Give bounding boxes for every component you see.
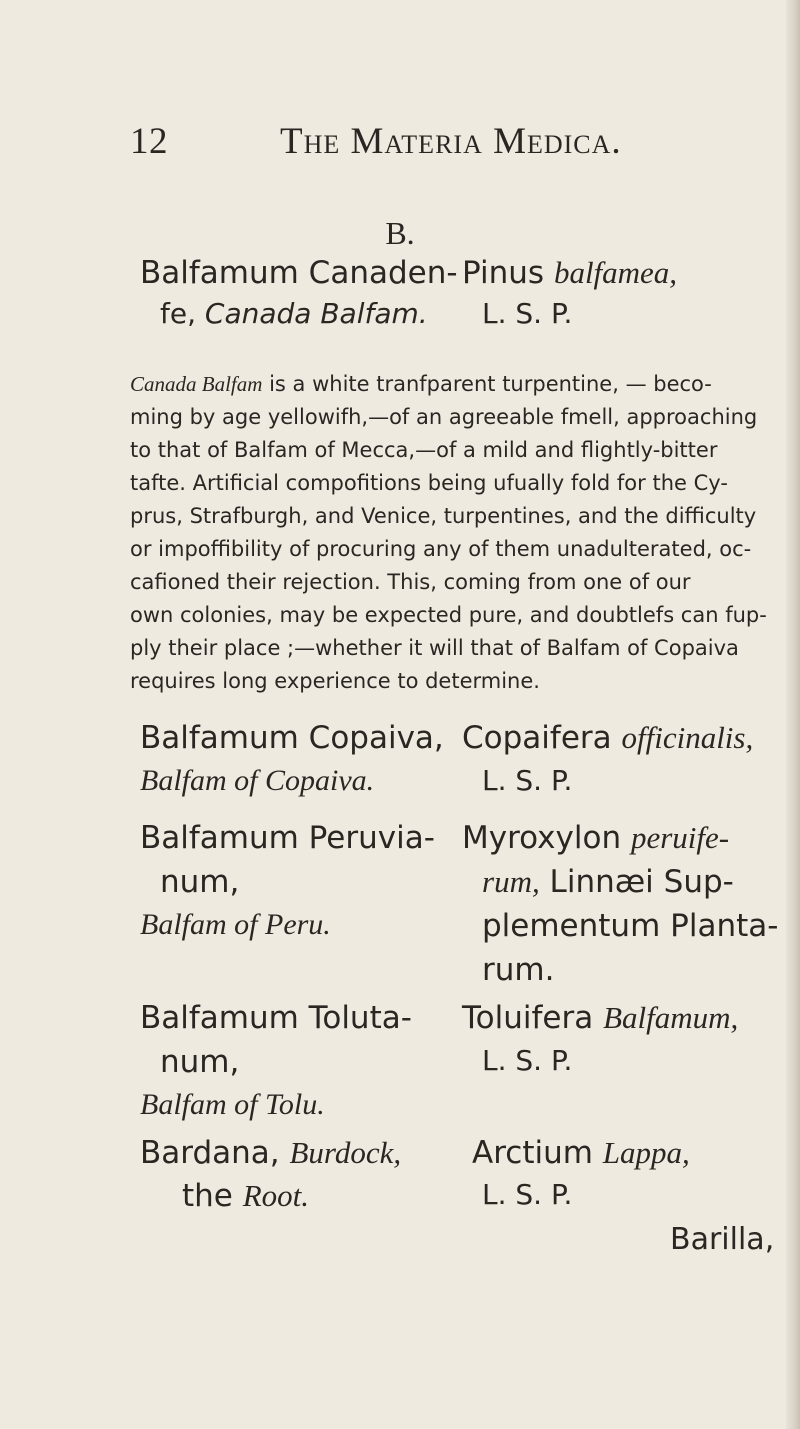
- entry-botanical: Myroxylon peruife-: [462, 820, 730, 856]
- entry-name: Balfamum Toluta-: [140, 1000, 412, 1036]
- entry-botanical-cont: plementum Planta-: [482, 908, 779, 944]
- entry-name: Balfamum Copaiva,: [140, 720, 444, 756]
- description-line: or impoffibility of procuring any of them unadulterated, oc-: [130, 537, 752, 561]
- entry-source: L. S. P.: [482, 764, 573, 797]
- entry-english: fe, Canada Balfam.: [160, 297, 428, 330]
- entry-name-cont: num,: [160, 864, 240, 900]
- entry-name-cont: the Root.: [182, 1178, 310, 1214]
- entry-name: Balfamum Canaden-: [140, 255, 458, 291]
- entry-name: Bardana, Burdock,: [140, 1135, 402, 1171]
- catchword: Barilla,: [670, 1222, 775, 1257]
- entry-source: L. S. P.: [482, 297, 573, 330]
- entry-english: Balfam of Tolu.: [140, 1088, 325, 1121]
- description-canada-balsam: [130, 368, 770, 698]
- running-title: The Materia Medica.: [280, 121, 622, 162]
- entry-botanical: Toluifera Balfamum,: [462, 1000, 739, 1036]
- description-line: ply their place ;—whether it will that of Balfam of Copaiva: [130, 636, 739, 660]
- entry-name-cont: num,: [160, 1044, 240, 1080]
- entry-botanical: Copaifera officinalis,: [462, 720, 754, 756]
- description-line: prus, Strafburgh, and Venice, turpentines, and the difficulty: [130, 504, 757, 528]
- entry-botanical-cont: rum.: [482, 952, 555, 988]
- description-line: tafte. Artificial compofitions being ufually fold for the Cy-: [130, 471, 728, 495]
- entry-source: L. S. P.: [482, 1178, 573, 1211]
- description-line: own colonies, may be expected pure, and doubtlefs can fup-: [130, 603, 767, 627]
- description-line: requires long experience to determine.: [130, 669, 540, 693]
- entry-name: Balfamum Peruvia-: [140, 820, 435, 856]
- entry-source: L. S. P.: [482, 1044, 573, 1077]
- entry-english: Balfam of Peru.: [140, 908, 331, 941]
- entry-english: Balfam of Copaiva.: [140, 764, 375, 797]
- entry-botanical: Arctium Lappa,: [472, 1135, 690, 1171]
- section-letter: B.: [385, 215, 415, 251]
- description-line: to that of Balfam of Mecca,—of a mild and flightly-bitter: [130, 438, 718, 462]
- description-line: cafioned their rejection. This, coming from one of our: [130, 570, 691, 594]
- entry-botanical: Pinus balfamea,: [462, 255, 678, 291]
- description-line: ming by age yellowifh,—of an agreeable fmell, approaching: [130, 405, 758, 429]
- page-number: 12: [130, 121, 168, 162]
- entry-botanical-cont: rum, Linnæi Sup-: [482, 864, 734, 900]
- description-line: Canada Balfam is a white tranfparent turpentine, — beco-: [130, 372, 712, 396]
